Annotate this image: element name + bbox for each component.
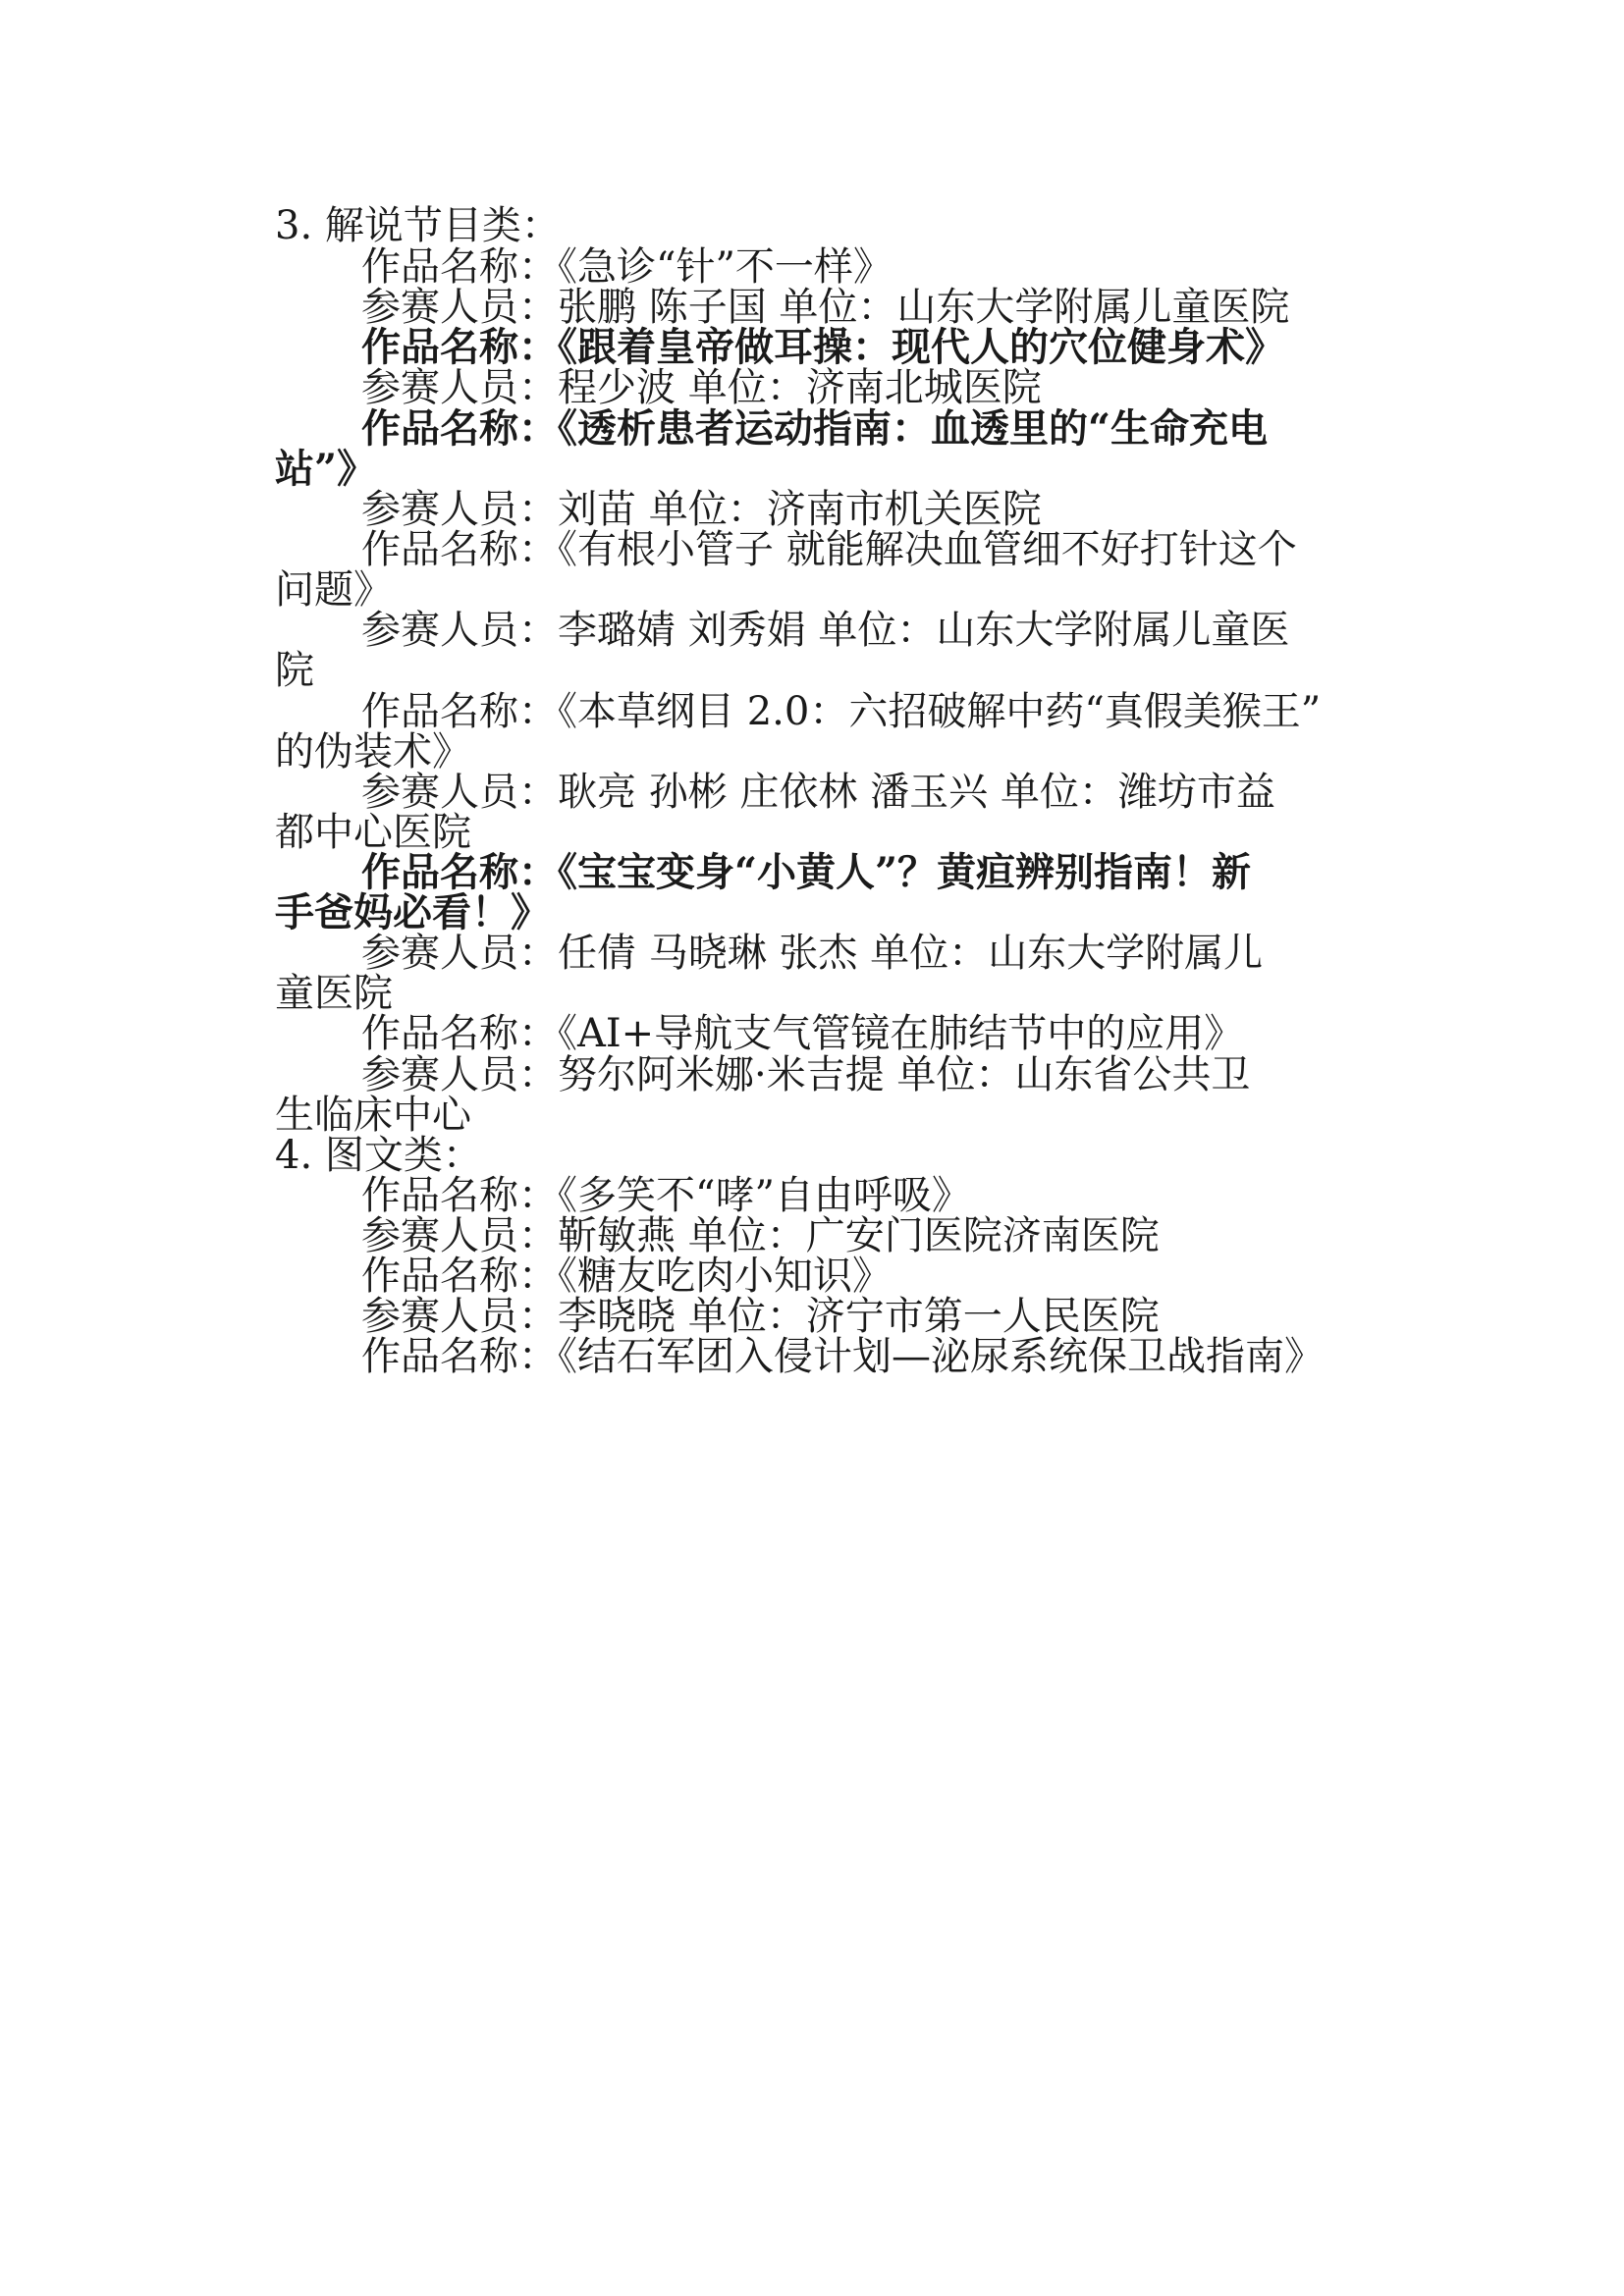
work-title: 作品名称：《多笑不“哮”自由呼吸》	[361, 1173, 971, 1218]
work-title: 作品名称：《AI+导航支气管镜在肺结节中的应用》	[361, 1011, 1244, 1056]
participants: 参赛人员：耿亮 孙彬 庄依林 潘玉兴 单位：潍坊市益	[361, 770, 1275, 815]
participants: 参赛人员：张鹏 陈子国 单位：山东大学附属儿童医院	[361, 285, 1290, 330]
participants: 参赛人员：程少波 单位：济南北城医院	[361, 365, 1042, 410]
participants: 参赛人员：任倩 马晓琳 张杰 单位：山东大学附属儿	[361, 931, 1264, 976]
participants: 参赛人员：李晓晓 单位：济宁市第一人民医院	[361, 1294, 1160, 1339]
participants-continued: 童医院	[275, 971, 393, 1016]
work-title-continued: 问题》	[275, 567, 393, 613]
participants-continued: 院	[275, 648, 314, 693]
work-title: 作品名称：《糖友吃肉小知识》	[361, 1254, 892, 1299]
work-title: 作品名称：《本草纲目 2.0：六招破解中药“真假美猴王”	[361, 689, 1322, 734]
work-title: 作品名称：《透析患者运动指南：血透里的“生命充电	[361, 405, 1269, 452]
work-title-continued: 站”》	[275, 446, 377, 492]
participants: 参赛人员：努尔阿米娜·米吉提 单位：山东省公共卫	[361, 1052, 1251, 1097]
work-title-continued: 的伪装术》	[275, 729, 471, 774]
participants: 参赛人员：李璐婧 刘秀娟 单位：山东大学附属儿童医	[361, 608, 1290, 653]
participants: 参赛人员：刘苗 单位：济南市机关医院	[361, 487, 1042, 532]
work-title: 作品名称：《急诊“针”不一样》	[361, 244, 893, 290]
participants-continued: 都中心医院	[275, 810, 471, 855]
work-title-continued: 手爸妈必看！》	[275, 889, 550, 935]
work-title: 作品名称：《结石军团入侵计划—泌尿系统保卫战指南》	[361, 1334, 1324, 1379]
work-title: 作品名称：《有根小管子 就能解决血管细不好打针这个	[361, 527, 1297, 572]
work-title: 作品名称：《跟着皇帝做耳操：现代人的穴位健身术》	[361, 324, 1284, 370]
work-title: 作品名称：《宝宝变身“小黄人”？黄疸辨别指南！新	[361, 849, 1252, 895]
section-heading-4: 4. 图文类：	[275, 1133, 482, 1178]
participants: 参赛人员：靳敏燕 单位：广安门医院济南医院	[361, 1213, 1160, 1258]
section-heading-3: 3. 解说节目类：	[275, 203, 561, 248]
participants-continued: 生临床中心	[275, 1093, 471, 1138]
